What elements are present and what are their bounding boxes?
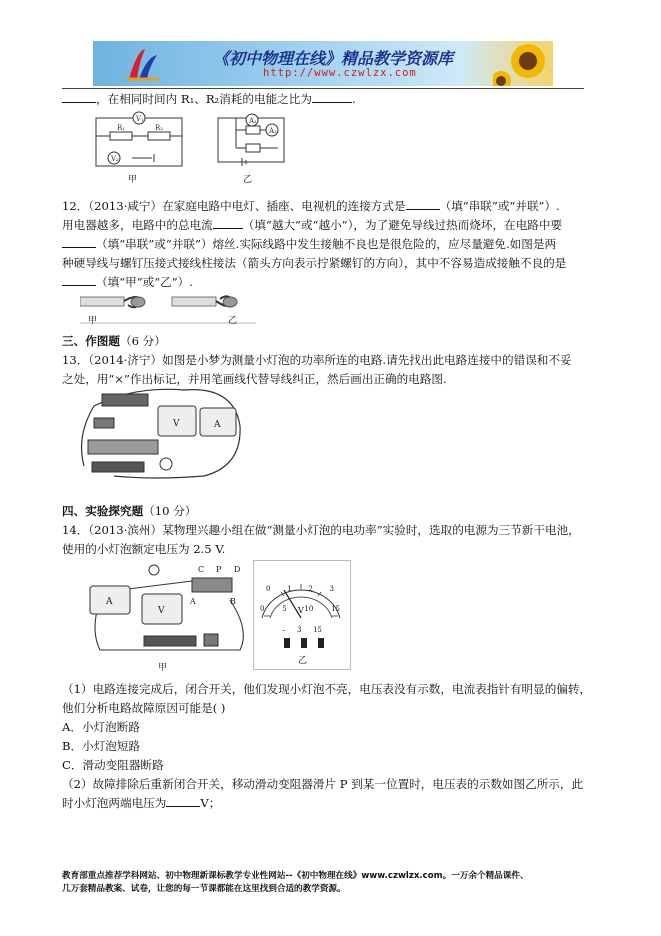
fig-label-a: A: [214, 420, 221, 430]
answer-blank: [62, 273, 96, 286]
answer-blank: [166, 794, 200, 807]
section3-heading: 三、作图题（6 分）: [62, 334, 166, 348]
logo-icon: [123, 45, 163, 83]
q14-sub2-line-1: （2）故障排除后重新闭合开关，移动滑动变阻器滑片 P 到某一位置时，电压表的示数如图乙所示，此: [62, 777, 584, 791]
answer-blank: [62, 90, 96, 103]
answer-blank: [406, 197, 440, 210]
fig-label-a1: A₁: [249, 117, 257, 125]
q11-fig-b-label: 乙: [243, 175, 253, 185]
fig-label-ammeter: A: [106, 597, 113, 607]
q14-fig-b-label: 乙: [298, 656, 308, 666]
footer-line-1: 教育部重点推荐学科网站、初中物理新课标教学专业性网站--《初中物理在线》www.czwlzx.com。一万余个精品课件、: [62, 871, 529, 881]
q13-line-2: 之处，用“×”作出标记，并用笔画线代替导线纠正，然后画出正确的电路图.: [62, 372, 447, 386]
q14-line-2: 使用的小灯泡额定电压为 2.5 V.: [62, 542, 226, 556]
q13-circuit-photo: [74, 386, 244, 480]
header-banner: [93, 41, 553, 86]
fig-label-b-terminal: B: [230, 597, 236, 606]
q11-tail-line: [62, 90, 356, 109]
fig-label-r2: R₂: [155, 124, 164, 132]
voltmeter-big-scale: 0 5 10 15: [260, 605, 340, 613]
fig-label-v: V: [173, 419, 180, 429]
q14-sub2-line-2: 时小灯泡两端电压为 V；: [62, 796, 221, 810]
banner-url: http://www.czwlzx.com: [263, 67, 417, 79]
answer-blank: [312, 90, 352, 103]
q11-circuit-b: [212, 108, 290, 172]
q12-line-3: （填“串联”或“并联”）熔丝.实际线路中发生接触不良也是很危险的，应尽量避免.如图是两: [62, 235, 556, 254]
q11-tail-text: ，在相同时间内 R₁、R₂消耗的电能之比为: [96, 92, 312, 106]
q11-tail-end: .: [351, 92, 356, 106]
q14-line-1: 14．（2013·滨州）某物理兴趣小组在做“测量小灯泡的电功率”实验时，选取的电源为三节新干电池，: [62, 523, 580, 537]
voltmeter-terminals: – 3 15: [282, 626, 322, 634]
fig-label-c: C: [198, 565, 205, 574]
fig-label-a-terminal: A: [190, 597, 196, 606]
q11-circuit-a: [92, 110, 188, 172]
header-rule: [62, 88, 584, 89]
q14-circuit-a: [80, 560, 252, 660]
fig-label-p: P: [216, 565, 222, 574]
fig-label-r1: R₁: [117, 124, 126, 132]
q12-fig-b-label: 乙: [228, 316, 238, 326]
voltmeter-terminal-posts: [282, 636, 326, 650]
q14-fig-a-label: 甲: [158, 663, 168, 673]
q11-fig-a-label: 甲: [128, 175, 138, 185]
fig-label-v1: V₁: [136, 115, 144, 123]
footer: [62, 870, 529, 896]
section4-heading: 四、实验探究题（10 分）: [62, 504, 197, 518]
voltmeter-unit: V: [298, 606, 304, 615]
voltmeter-top-scale: 0 1 2 3: [266, 585, 334, 593]
fig-label-v2: V₂: [111, 155, 119, 163]
banner-title: 《初中物理在线》精品教学资源库: [213, 49, 454, 68]
q14-sub1-line-1: （1）电路连接完成后，闭合开关，他们发现小灯泡不亮，电压表没有示数，电流表指针有明显的偏转，: [62, 682, 592, 696]
q12-line-2: 用电器越多，电路中的总电流 （填“越大”或“越小”），为了避免导线过热而烧坏，在电路中要: [62, 218, 563, 232]
footer-line-2: 几万套精品教案、试卷，让您的每一节课都能在这里找到合适的教学资源。: [62, 884, 346, 894]
q14-option-b: B．小灯泡短路: [62, 739, 141, 753]
sunflower-icon: [493, 41, 553, 86]
fig-label-a2: A₂: [269, 127, 277, 135]
q12-line-1: 12．（2013·咸宁）在家庭电路中电灯、插座、电视机的连接方式是 （填“串联”或“并联”）.: [62, 199, 560, 213]
q12-line-5: （填“甲”或“乙”）.: [62, 273, 193, 292]
fig-label-d: D: [234, 565, 241, 574]
q14-option-c: C．滑动变阻器断路: [62, 758, 164, 772]
answer-blank: [62, 235, 96, 248]
q14-option-a: A．小灯泡断路: [62, 720, 140, 734]
q14-sub1-line-2: 他们分析电路故障原因可能是( ): [62, 701, 226, 715]
q13-line-1: 13．（2014·济宁）如图是小梦为测量小灯泡的功率所连的电路.请先找出此电路连接中的错误和不妥: [62, 353, 572, 367]
q12-line-4: 种硬导线与螺钉压接式接线柱接法（箭头方向表示拧紧螺钉的方向），其中不容易造成接触不良的是: [62, 256, 567, 270]
fig-label-voltmeter: V: [158, 606, 165, 616]
answer-blank: [213, 216, 243, 229]
q12-fig-a-label: 甲: [88, 316, 98, 326]
